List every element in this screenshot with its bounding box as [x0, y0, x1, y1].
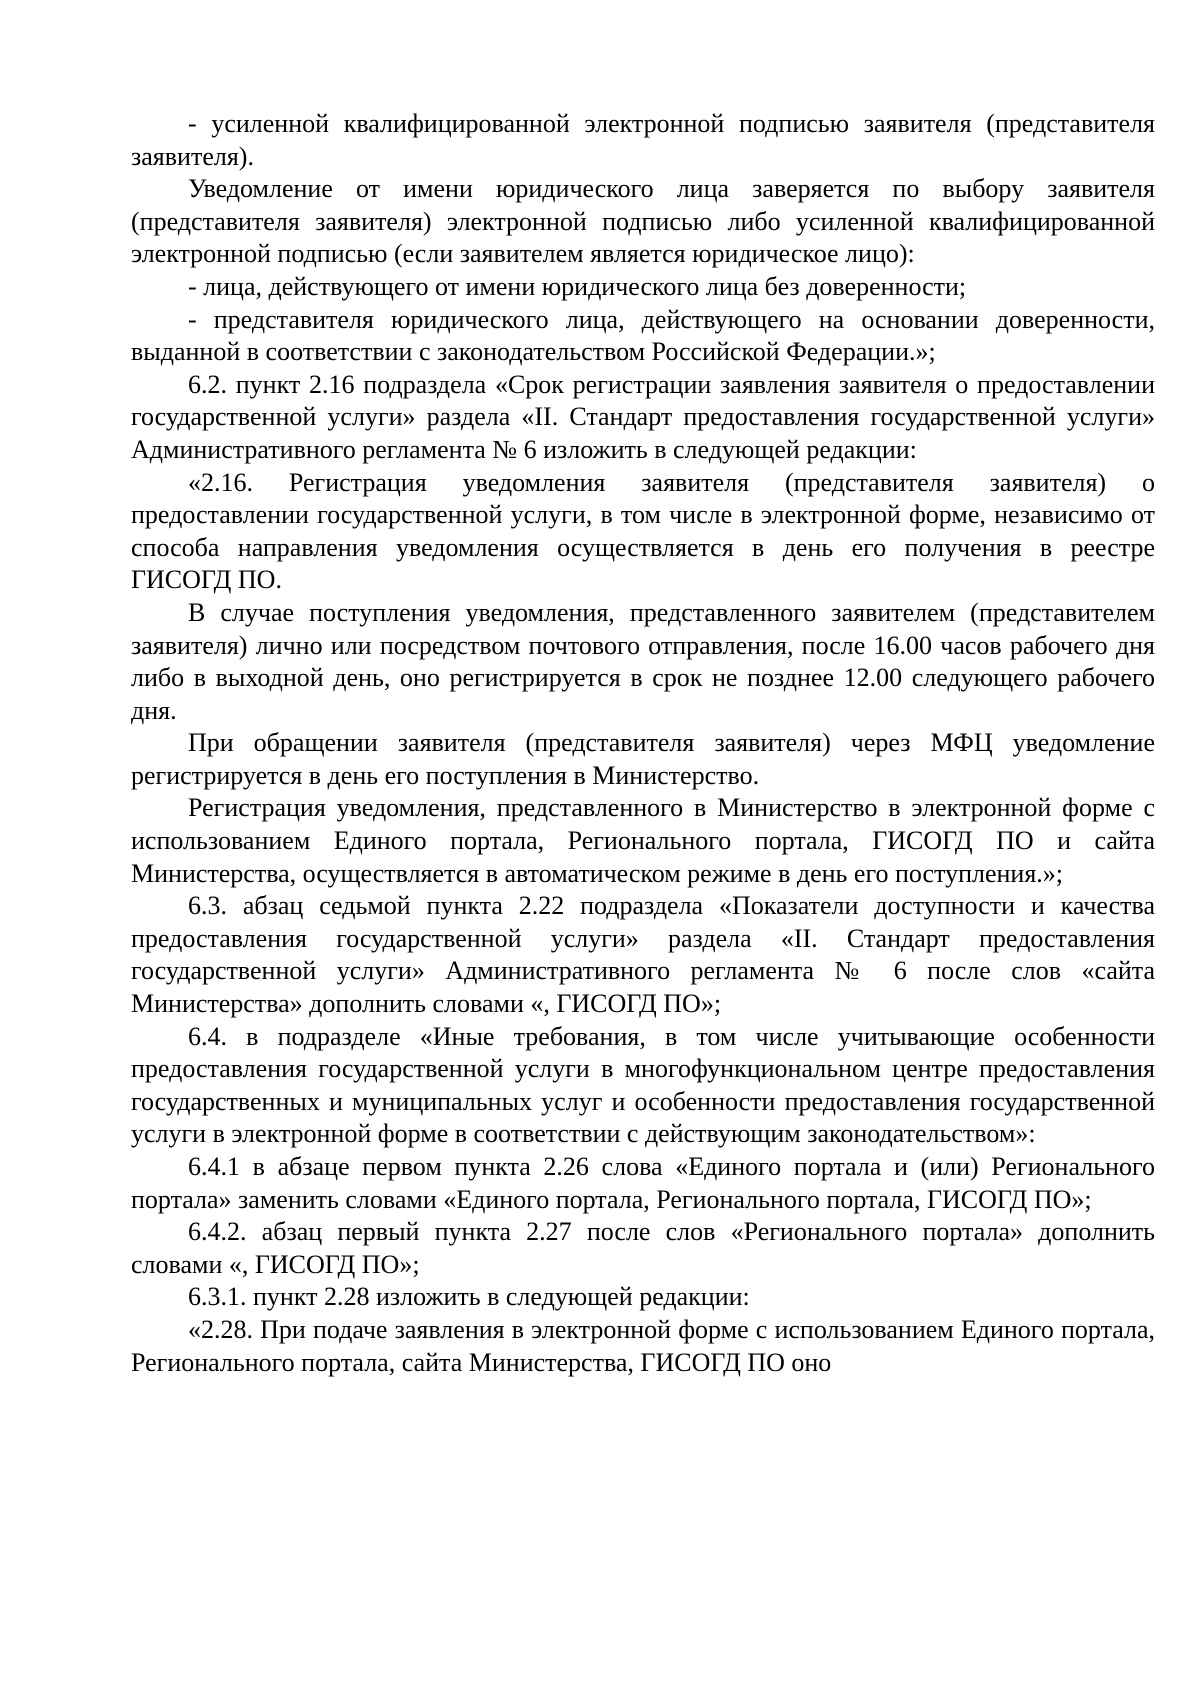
paragraph-12: 6.4.1 в абзаце первом пункта 2.26 слова «Единого портала и (или) Регионального портала» заменить словами «Единого портала, Регионального портала, ГИСОГД ПО»; — [131, 1152, 1155, 1214]
document-page — [131, 108, 1155, 1379]
paragraph-1: - усиленной квалифицированной электронной подписью заявителя (представителя заявителя). — [131, 109, 1155, 171]
paragraph-15: «2.28. При подаче заявления в электронной форме с использованием Единого портала, Регионального портала, сайта Министерства, ГИСОГД ПО оно — [131, 1314, 1155, 1377]
paragraph-4: - представителя юридического лица, действующего на основании доверенности, выданной в соответствии с законодательством Российской Федерации.»; — [131, 304, 1155, 367]
paragraph-2: Уведомление от имени юридического лица заверяется по выбору заявителя (представителя заявителя) электронной подписью либо усиленной квалифицированной электронной подписью (если заявителем является юридическое лицо): — [131, 174, 1155, 269]
paragraph-14: 6.3.1. пункт 2.28 изложить в следующей редакции: — [188, 1282, 750, 1312]
paragraph-13: 6.4.2. абзац первый пункта 2.27 после слов «Регионального портала» дополнить словами «, ГИСОГД ПО»; — [131, 1217, 1155, 1279]
paragraph-11: 6.4. в подразделе «Иные требования, в том числе учитывающие особенности предоставления государственной услуги в многофункциональном центре предоставления государственных и муниципальных услуг и особенности предоставления государственной услуги в электронной форме в соответствии с действующим законодательством»: — [131, 1021, 1155, 1149]
paragraph-5: 6.2. пункт 2.16 подраздела «Срок регистрации заявления заявителя о предоставлении государственной услуги» раздела «II. Стандарт предоставления государственной услуги» Административного регламента № 6 изложить в следующей редакции: — [131, 369, 1155, 464]
paragraph-7: В случае поступления уведомления, представленного заявителем (представителем заявителя) лично или посредством почтового отправления, после 16.00 часов рабочего дня либо в выходной день, оно регистрируется в срок не позднее 12.00 следующего рабочего дня. — [131, 597, 1155, 725]
paragraph-6: «2.16. Регистрация уведомления заявителя (представителя заявителя) о предоставлении государственной услуги, в том числе в электронной форме, независимо от способа направления уведомления осуществляется в день его получения в реестре ГИСОГД ПО. — [131, 467, 1155, 595]
paragraph-9: Регистрация уведомления, представленного в Министерство в электронной форме с использованием Единого портала, Регионального портала, ГИСОГД ПО и сайта Министерства, осуществляется в автоматическом режиме в день его поступления.»; — [131, 793, 1155, 888]
paragraph-8: При обращении заявителя (представителя заявителя) через МФЦ уведомление регистрируется в день его поступления в Министерство. — [131, 728, 1155, 790]
paragraph-3: - лица, действующего от имени юридического лица без доверенности; — [188, 271, 967, 301]
paragraph-10: 6.3. абзац седьмой пункта 2.22 подраздела «Показатели доступности и качества предоставления государственной услуги» раздела «II. Стандарт предоставления государственной услуги» Административного регламента № 6 после слов «сайта Министерства» дополнить словами «, ГИСОГД ПО»; — [131, 891, 1155, 1019]
